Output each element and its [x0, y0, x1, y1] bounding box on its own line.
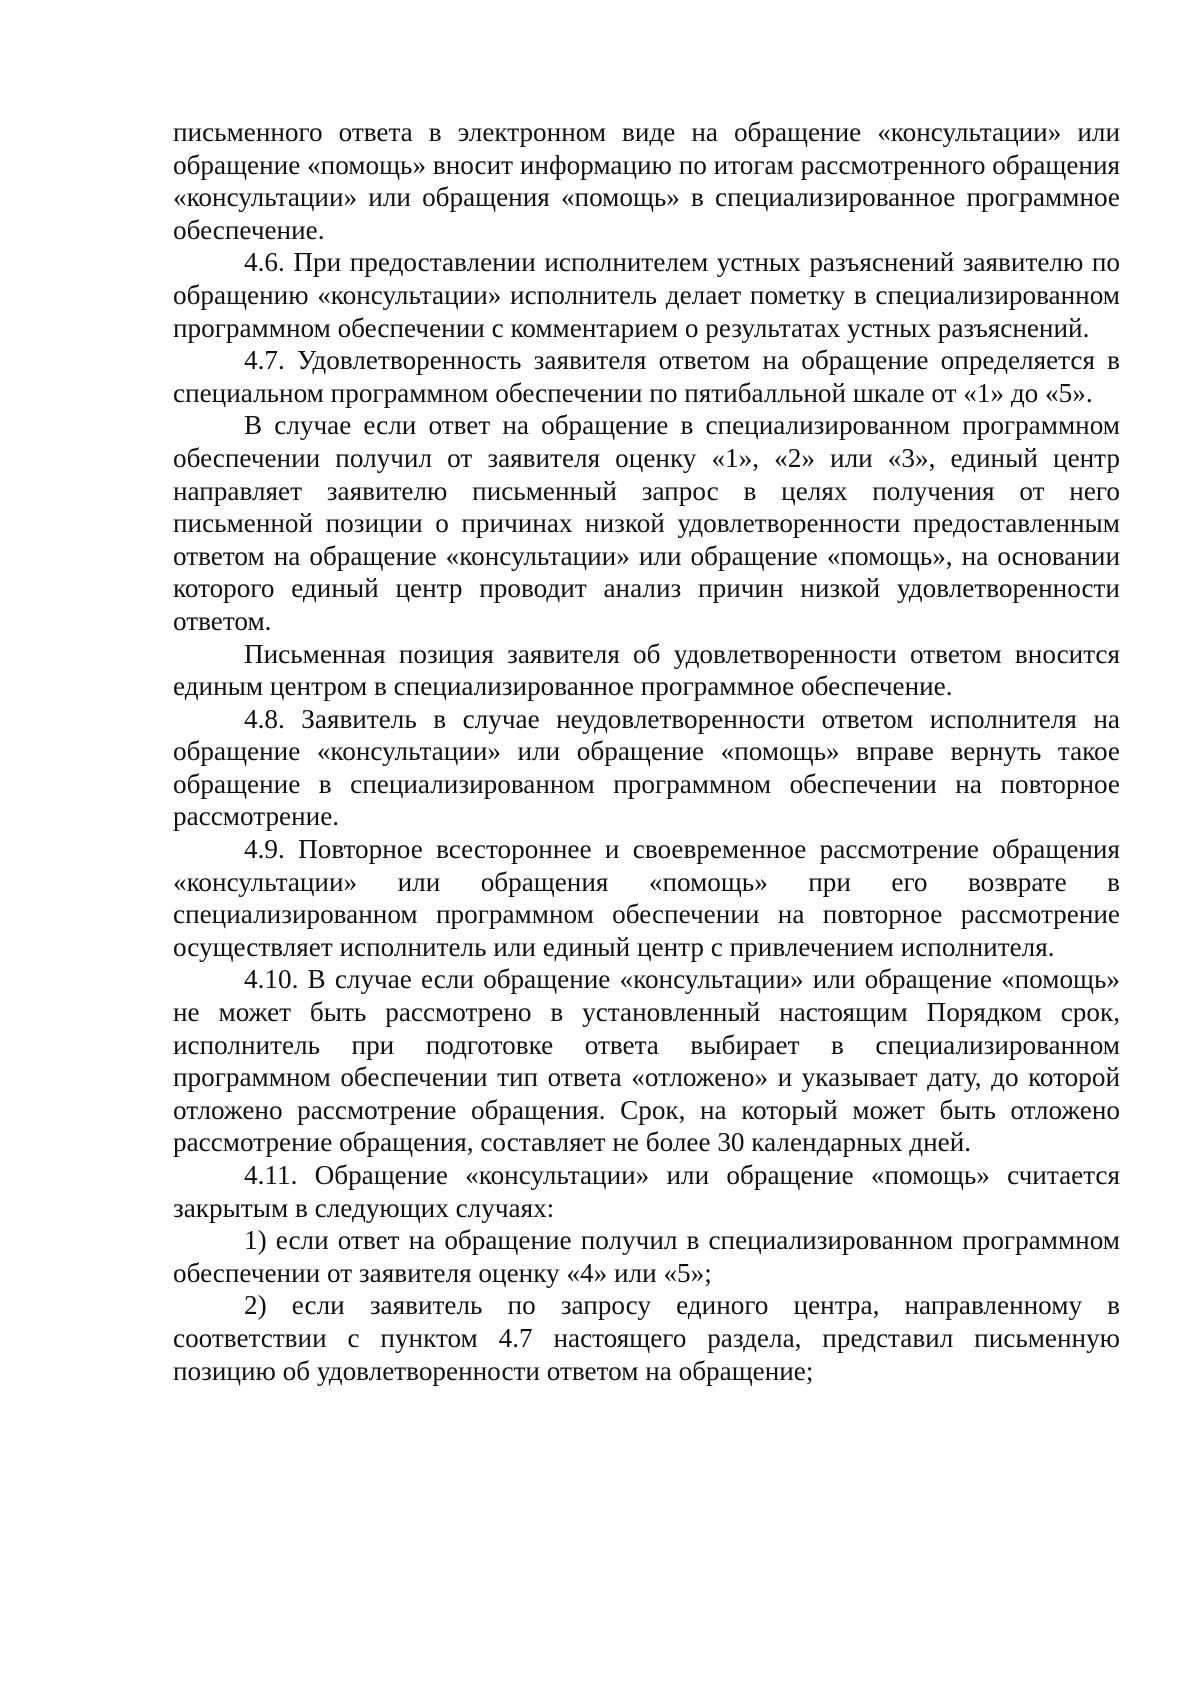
document-page: [173, 116, 1120, 1387]
paragraph-4-8: 4.8. Заявитель в случае неудовлетворенности ответом исполнителя на обращение «консультации» или обращение «помощь» вправе вернуть такое обращение в специализированном программном обеспечении на повторное рассмотрение.: [173, 703, 1120, 832]
paragraph-4-7-written-position: Письменная позиция заявителя об удовлетворенности ответом вносится единым центром в специализированное программное обеспечение.: [173, 638, 1120, 702]
paragraph-continuation: письменного ответа в электронном виде на обращение «консультации» или обращение «помощь» вносит информацию по итогам рассмотренного обращения «консультации» или обращения «помощь» в специализированное программное обеспечение.: [173, 117, 1120, 245]
paragraph-4-7-low-score: В случае если ответ на обращение в специализированном программном обеспечении получил от заявителя оценку «1», «2» или «3», единый центр направляет заявителю письменный запрос в целях получения от него письменной позиции о причинах низкой удовлетворенности предоставленным ответом на обращение «консультации» или обращение «помощь», на основании которого единый центр проводит анализ причин низкой удовлетворенности ответом.: [173, 410, 1120, 636]
paragraph-4-7: 4.7. Удовлетворенность заявителя ответом на обращение определяется в специальном программном обеспечении по пятибалльной шкале от «1» до «5».: [173, 345, 1120, 408]
paragraph-4-9: 4.9. Повторное всестороннее и своевременное рассмотрение обращения «консультации» или обращения «помощь» при его возврате в специализированном программном обеспечении на повторное рассмотрение осуществляет исполнитель или единый центр с привлечением исполнителя.: [173, 834, 1120, 962]
paragraph-4-6: 4.6. При предоставлении исполнителем устных разъяснений заявителю по обращению «консультации» исполнитель делает пометку в специализированном программном обеспечении с комментарием о результатах устных разъяснений.: [173, 247, 1120, 343]
paragraph-4-11: 4.11. Обращение «консультации» или обращение «помощь» считается закрытым в следующих случаях:: [173, 1160, 1120, 1223]
list-item-1: 1) если ответ на обращение получил в специализированном программном обеспечении от заявителя оценку «4» или «5»;: [173, 1225, 1120, 1288]
list-item-2: 2) если заявитель по запросу единого центра, направленному в соответствии с пунктом 4.7 настоящего раздела, представил письменную позицию об удовлетворенности ответом на обращение;: [173, 1290, 1120, 1386]
paragraph-4-10: 4.10. В случае если обращение «консультации» или обращение «помощь» не может быть рассмотрено в установленный настоящим Порядком срок, исполнитель при подготовке ответа выбирает в специализированном программном обеспечении тип ответа «отложено» и указывает дату, до которой отложено рассмотрение обращения. Срок, на который может быть отложено рассмотрение обращения, составляет не более 30 календарных дней.: [173, 964, 1120, 1158]
